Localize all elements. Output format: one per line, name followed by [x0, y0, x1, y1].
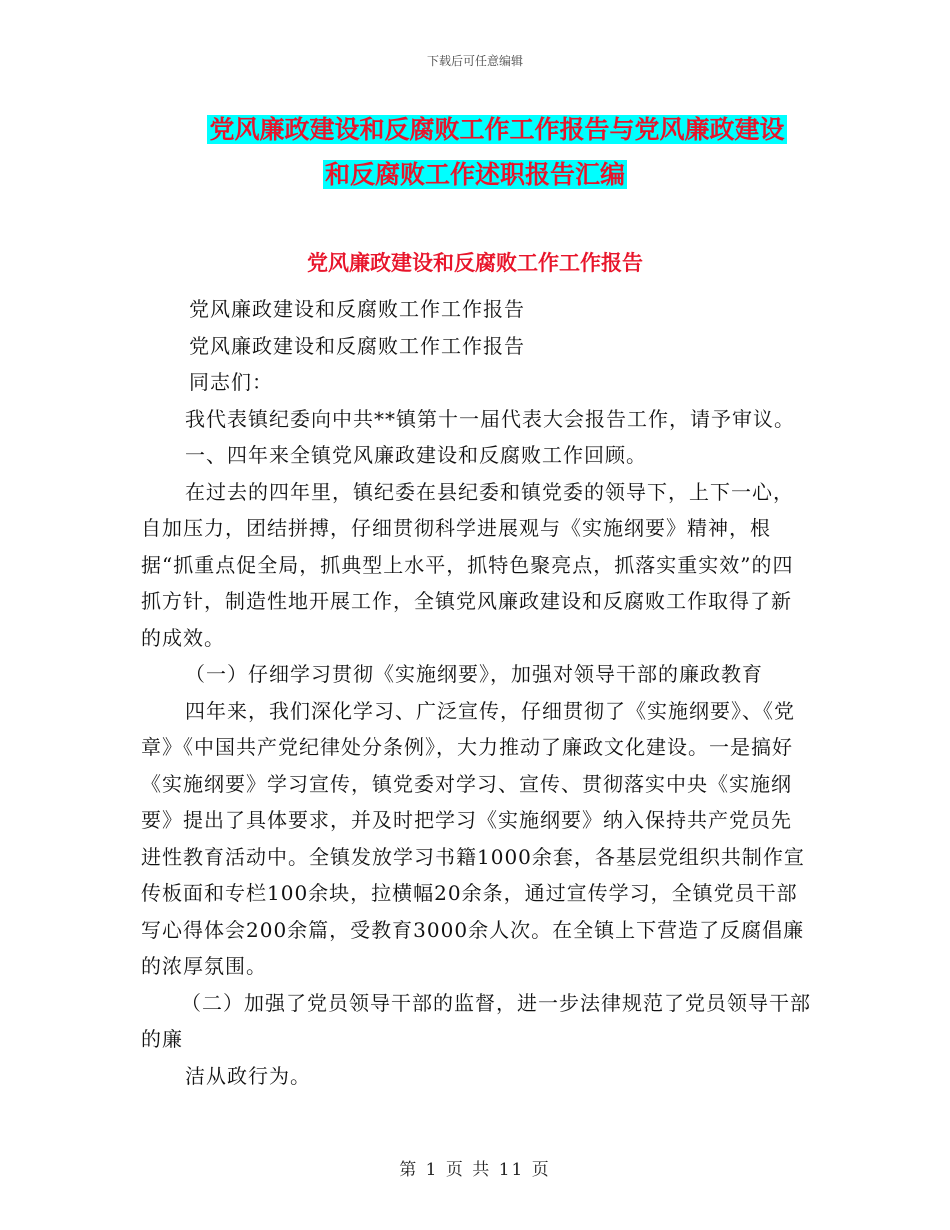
paragraph: 党风廉政建设和反腐败工作工作报告	[189, 333, 525, 358]
paragraph: 洁从政行为。	[185, 1063, 311, 1088]
paragraph: 一、四年来全镇党风廉政建设和反腐败工作回顾。	[185, 443, 647, 467]
document-title-line-2	[0, 158, 950, 192]
document-body	[141, 291, 811, 1094]
paragraph: 同志们：	[189, 370, 273, 394]
paragraph: （二）加强了党员领导干部的监督，进一步法律规范了党员领导干部的廉	[141, 990, 811, 1051]
paragraph: 在过去的四年里，镇纪委在县纪委和镇党委的领导下，上下一心，自加压力，团结拼搏，仔细贯彻科学进展观与《实施纲要》精神，根据“抓重点促全局，抓典型上水平，抓特色聚亮点，抓落实重实效”的四抓方针，制造性地开展工作，全镇党风廉政建设和反腐败工作取得了新的成效。	[141, 479, 794, 650]
section-title: 党风廉政建设和反腐败工作工作报告	[307, 251, 643, 275]
title-highlight-1: 党风廉政建设和反腐败工作工作报告与党风廉政建设	[209, 115, 785, 144]
paragraph: 四年来，我们深化学习、广泛宣传，仔细贯彻了《实施纲要》、《党章》《中国共产党纪律处分条例》，大力推动了廉政文化建设。一是搞好《实施纲要》学习宣传，镇党委对学习、宣传、贯彻落实中央《实施纲要》提出了具体要求，并及时把学习《实施纲要》纳入保持共产党员先进性教育活动中。全镇发放学习书籍1000余套，各基层党组织共制作宣传板面和专栏100余块，拉横幅20余条，通过宣传学习，全镇党员干部写心得体会200余篇，受教育3000余人次。在全镇上下营造了反腐倡廉的浓厚氛围。	[141, 698, 805, 978]
paragraph: 我代表镇纪委向中共**镇第十一届代表大会报告工作，请予审议。	[185, 406, 795, 431]
paragraph: （一）仔细学习贯彻《实施纲要》，加强对领导干部的廉政教育	[185, 662, 763, 686]
page-footer: 第 1 页 共 11 页	[399, 1160, 551, 1180]
header-note: 下载后可任意编辑	[426, 54, 523, 68]
paragraph: 党风廉政建设和反腐败工作工作报告	[189, 297, 525, 321]
title-highlight-2: 和反腐败工作述职报告汇编	[324, 160, 625, 189]
document-title-line-1	[22, 113, 950, 147]
